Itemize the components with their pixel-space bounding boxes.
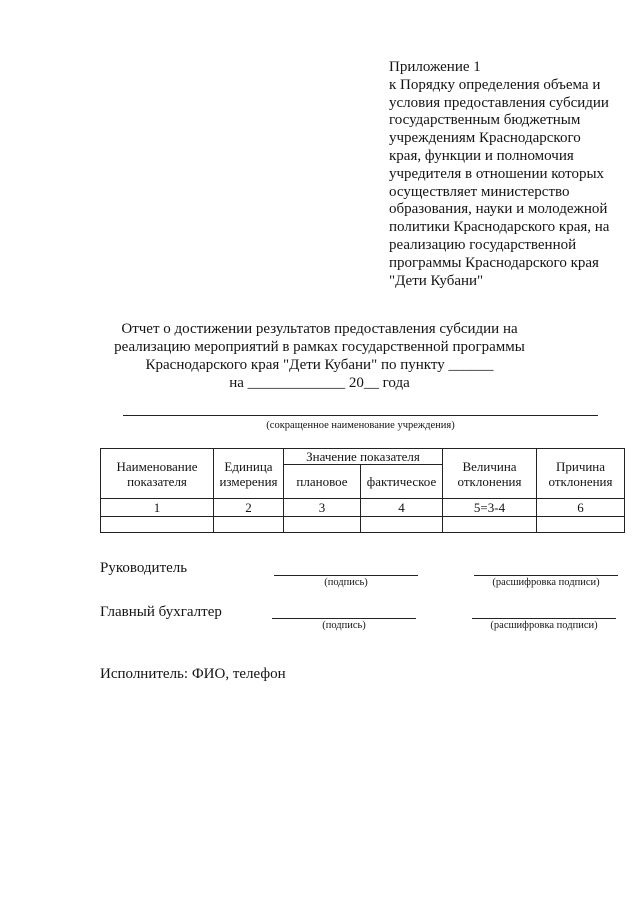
table-cell: 3 — [284, 499, 361, 517]
table-cell: 2 — [214, 499, 284, 517]
table-cell — [537, 517, 625, 533]
header-planned: плановое — [284, 465, 361, 499]
table-cell: 4 — [361, 499, 443, 517]
header-actual: фактическое — [361, 465, 443, 499]
organization-name-line — [123, 415, 598, 416]
accountant-decode-caption: (расшифровка подписи) — [490, 620, 598, 631]
appendix-note: Приложение 1 к Порядку определения объема и условия предоставления субсидии государственным бюджетным учреждениям Краснодарского края, функции и полномочия учредителя в отношении которых осуществляет министерство образования, науки и молодежной политики Краснодарского края, на реализацию государственной программы Краснодарского края "Дети Кубани" — [389, 59, 610, 289]
table-header-row — [101, 449, 625, 465]
head-label: Руководитель — [100, 560, 188, 576]
table-row-empty — [101, 517, 625, 533]
header-deviation: Величина отклонения — [443, 449, 537, 499]
header-indicator-name: Наименование показателя — [101, 449, 214, 499]
accountant-signature-caption: (подпись) — [322, 620, 366, 631]
header-reason: Причина отклонения — [537, 449, 625, 499]
table-cell: 6 — [537, 499, 625, 517]
executor-line: Исполнитель: ФИО, телефон — [100, 666, 286, 682]
organization-name-caption: (сокращенное наименование учреждения) — [266, 420, 455, 431]
table-row-numbers — [101, 499, 625, 517]
table-cell: 1 — [101, 499, 214, 517]
header-value-group: Значение показателя — [284, 449, 443, 465]
accountant-signature-line — [272, 618, 416, 619]
report-table — [100, 448, 625, 533]
head-decode-line — [474, 575, 618, 576]
header-unit: Единица измерения — [214, 449, 284, 499]
head-decode-caption: (расшифровка подписи) — [492, 577, 600, 588]
table-cell — [101, 517, 214, 533]
accountant-decode-line — [472, 618, 616, 619]
table-cell — [284, 517, 361, 533]
table-cell — [443, 517, 537, 533]
head-signature-caption: (подпись) — [324, 577, 368, 588]
head-signature-line — [274, 575, 418, 576]
table-cell — [214, 517, 284, 533]
report-title: Отчет о достижении результатов предоставления субсидии на реализацию мероприятий в рамках государственной программы Краснодарского края "Дети Кубани" по пункту ______ на _____________ 20__ года — [114, 321, 525, 391]
table-cell: 5=3-4 — [443, 499, 537, 517]
table-cell — [361, 517, 443, 533]
accountant-label: Главный бухгалтер — [100, 604, 222, 620]
